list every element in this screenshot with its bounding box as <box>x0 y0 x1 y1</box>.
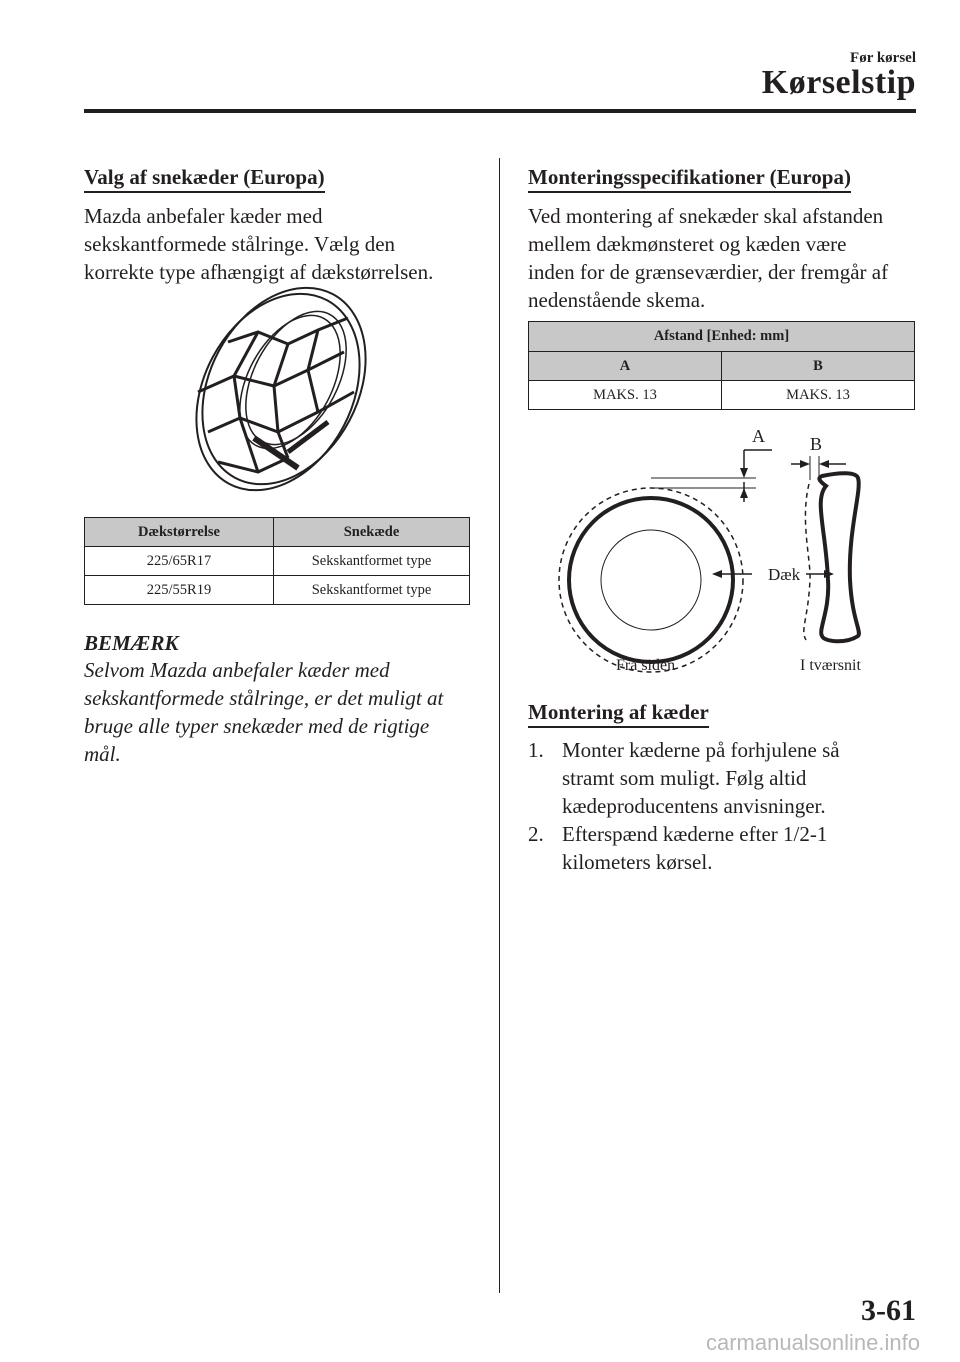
right-heading2-wrap <box>528 700 709 728</box>
arrow-b-right <box>800 460 810 468</box>
list-item <box>528 736 918 820</box>
tire-clearance-diagram <box>556 420 886 685</box>
arrow-tire-left <box>712 570 722 578</box>
tire-side-outer <box>569 498 733 662</box>
step-number: 1. <box>528 738 544 762</box>
intro-line: Mazda anbefaler kæder med <box>84 204 323 228</box>
table-cell: 225/65R17 <box>85 547 274 576</box>
intro-line: korrekte type afhængigt af dækstørrelsen. <box>84 260 434 284</box>
intro-line: inden for de grænseværdier, der fremgår af <box>528 260 889 284</box>
right-intro <box>528 202 920 314</box>
col-header-a: A <box>529 352 722 381</box>
mounting-steps <box>528 736 918 876</box>
table-row <box>85 547 470 576</box>
spec-table-title: Afstand [Enhed: mm] <box>529 322 915 352</box>
tire-side-rim <box>601 530 701 630</box>
col-header-tire-size: Dækstørrelse <box>85 518 274 547</box>
column-divider <box>499 158 500 1293</box>
table-row <box>85 576 470 605</box>
tire-size-table <box>84 517 470 605</box>
intro-line: sekskantformede stålringe. Vælg den <box>84 232 396 256</box>
section-label: Før kørsel <box>850 50 916 66</box>
tire-side-chain-outline <box>559 488 743 672</box>
heading-mounting-specs: Monteringsspecifikationer (Europa) <box>528 165 851 193</box>
header-rule <box>84 109 916 113</box>
value-b: MAKS. 13 <box>722 381 915 410</box>
left-intro <box>84 202 484 286</box>
right-heading-wrap <box>528 165 851 193</box>
label-a: A <box>752 426 765 446</box>
note-title: BEMÆRK <box>84 631 179 655</box>
arrow-a-up <box>740 488 748 498</box>
value-a: MAKS. 13 <box>529 381 722 410</box>
left-heading-wrap <box>84 165 325 193</box>
table-row <box>529 381 915 410</box>
intro-line: mellem dækmønsteret og kæden være <box>528 232 847 256</box>
chain-cross-outline <box>804 484 810 640</box>
note-line: mål. <box>84 742 121 766</box>
tire-cross-section <box>819 473 859 641</box>
col-header-b: B <box>722 352 915 381</box>
heading-mounting-chains: Montering af kæder <box>528 700 709 728</box>
table-cell: Sekskantformet type <box>274 576 470 605</box>
page-number: 3-61 <box>861 1294 916 1327</box>
arrow-b-left <box>819 460 829 468</box>
step-line: stramt som muligt. Følg altid <box>562 766 807 790</box>
intro-line: nedenstående skema. <box>528 288 706 312</box>
arrow-a-down <box>740 468 748 478</box>
watermark: carmanualsonline.info <box>705 1330 920 1355</box>
step-number: 2. <box>528 822 544 846</box>
snow-chain-illustration <box>178 282 378 502</box>
note-line: sekskantformede stålringe, er det muligt at <box>84 686 444 710</box>
note-block <box>84 630 494 768</box>
heading-chain-selection: Valg af snekæder (Europa) <box>84 165 325 193</box>
step-line: kædeproducentens anvisninger. <box>562 794 826 818</box>
page-title: Kørselstip <box>761 64 916 101</box>
spacing-spec-table <box>528 321 915 410</box>
step-line: Monter kæderne på forhjulene så <box>562 738 840 762</box>
step-line: kilometers kørsel. <box>562 850 713 874</box>
caption-cross: I tværsnit <box>800 657 861 674</box>
label-tire: Dæk <box>768 565 801 584</box>
step-line: Efterspænd kæderne efter 1/2-1 <box>562 822 828 846</box>
note-line: Selvom Mazda anbefaler kæder med <box>84 658 390 682</box>
list-item <box>528 820 918 876</box>
caption-side: Fra siden <box>616 657 676 674</box>
label-b: B <box>810 434 823 454</box>
note-line: bruge alle typer snekæder med de rigtige <box>84 714 430 738</box>
col-header-chain: Snekæde <box>274 518 470 547</box>
table-cell: 225/55R19 <box>85 576 274 605</box>
intro-line: Ved montering af snekæder skal afstanden <box>528 204 884 228</box>
table-cell: Sekskantformet type <box>274 547 470 576</box>
